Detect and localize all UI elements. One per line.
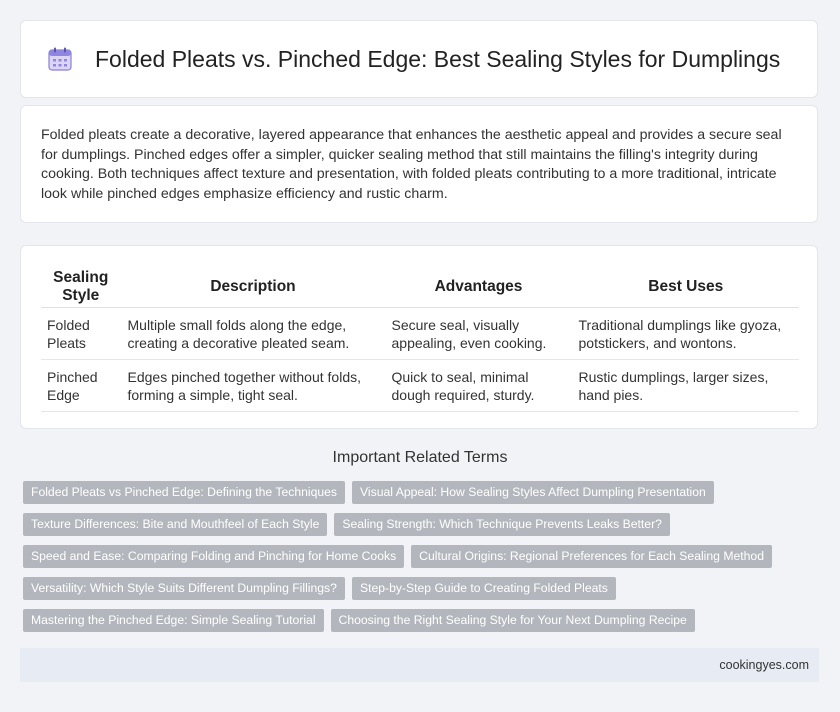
table-cell: Quick to seal, minimal dough required, sturdy. xyxy=(385,360,572,412)
header-card xyxy=(20,20,818,98)
header-sealing-style: Sealing Style xyxy=(41,266,121,308)
header-best-uses: Best Uses xyxy=(572,266,799,308)
table-header-row xyxy=(41,266,799,308)
intro-card xyxy=(20,105,818,223)
footer-site-link[interactable]: cookingyes.com xyxy=(719,658,809,672)
related-tag[interactable]: Sealing Strength: Which Technique Prevents Leaks Better? xyxy=(334,513,670,536)
intro-text: Folded pleats create a decorative, layered appearance that enhances the aesthetic appeal and provides a secure seal for dumplings. Pinched edges offer a simpler, quicker sealing method that still maintains the filling's integrity during cooking. Both techniques affect texture and presentation, with folded pleats contributing to a more traditional, intricate look while pinched edges emphasize efficiency and rustic charm. xyxy=(41,127,782,202)
related-tag[interactable]: Visual Appeal: How Sealing Styles Affect Dumpling Presentation xyxy=(352,481,714,504)
related-tag[interactable]: Step-by-Step Guide to Creating Folded Pleats xyxy=(352,577,616,600)
related-tags xyxy=(23,481,813,632)
table-cell: Folded Pleats xyxy=(41,308,121,360)
related-tag[interactable]: Cultural Origins: Regional Preferences for Each Sealing Method xyxy=(411,545,772,568)
table-cell: Edges pinched together without folds, forming a simple, tight seal. xyxy=(121,360,385,412)
related-tag[interactable]: Choosing the Right Sealing Style for Your Next Dumpling Recipe xyxy=(331,609,695,632)
table-cell: Multiple small folds along the edge, creating a decorative pleated seam. xyxy=(121,308,385,360)
related-terms-title: Important Related Terms xyxy=(332,449,508,466)
table-row xyxy=(41,360,799,412)
table-cell: Rustic dumplings, larger sizes, hand pies. xyxy=(572,360,799,412)
table-cell: Pinched Edge xyxy=(41,360,121,412)
header-description: Description xyxy=(121,266,385,308)
table-row xyxy=(41,308,799,360)
related-tag[interactable]: Folded Pleats vs Pinched Edge: Defining the Techniques xyxy=(23,481,345,504)
related-tag[interactable]: Mastering the Pinched Edge: Simple Sealing Tutorial xyxy=(23,609,324,632)
header-advantages: Advantages xyxy=(385,266,572,308)
table-cell: Secure seal, visually appealing, even cooking. xyxy=(385,308,572,360)
related-tag[interactable]: Speed and Ease: Comparing Folding and Pinching for Home Cooks xyxy=(23,545,404,568)
related-tag[interactable]: Texture Differences: Bite and Mouthfeel of Each Style xyxy=(23,513,327,536)
related-tag[interactable]: Versatility: Which Style Suits Different Dumpling Fillings? xyxy=(23,577,345,600)
calendar-icon xyxy=(47,46,73,72)
table-cell: Traditional dumplings like gyoza, potstickers, and wontons. xyxy=(572,308,799,360)
comparison-table xyxy=(41,266,799,412)
comparison-card xyxy=(20,245,818,429)
footer xyxy=(20,648,819,682)
page-title: Folded Pleats vs. Pinched Edge: Best Sealing Styles for Dumplings xyxy=(95,45,781,72)
